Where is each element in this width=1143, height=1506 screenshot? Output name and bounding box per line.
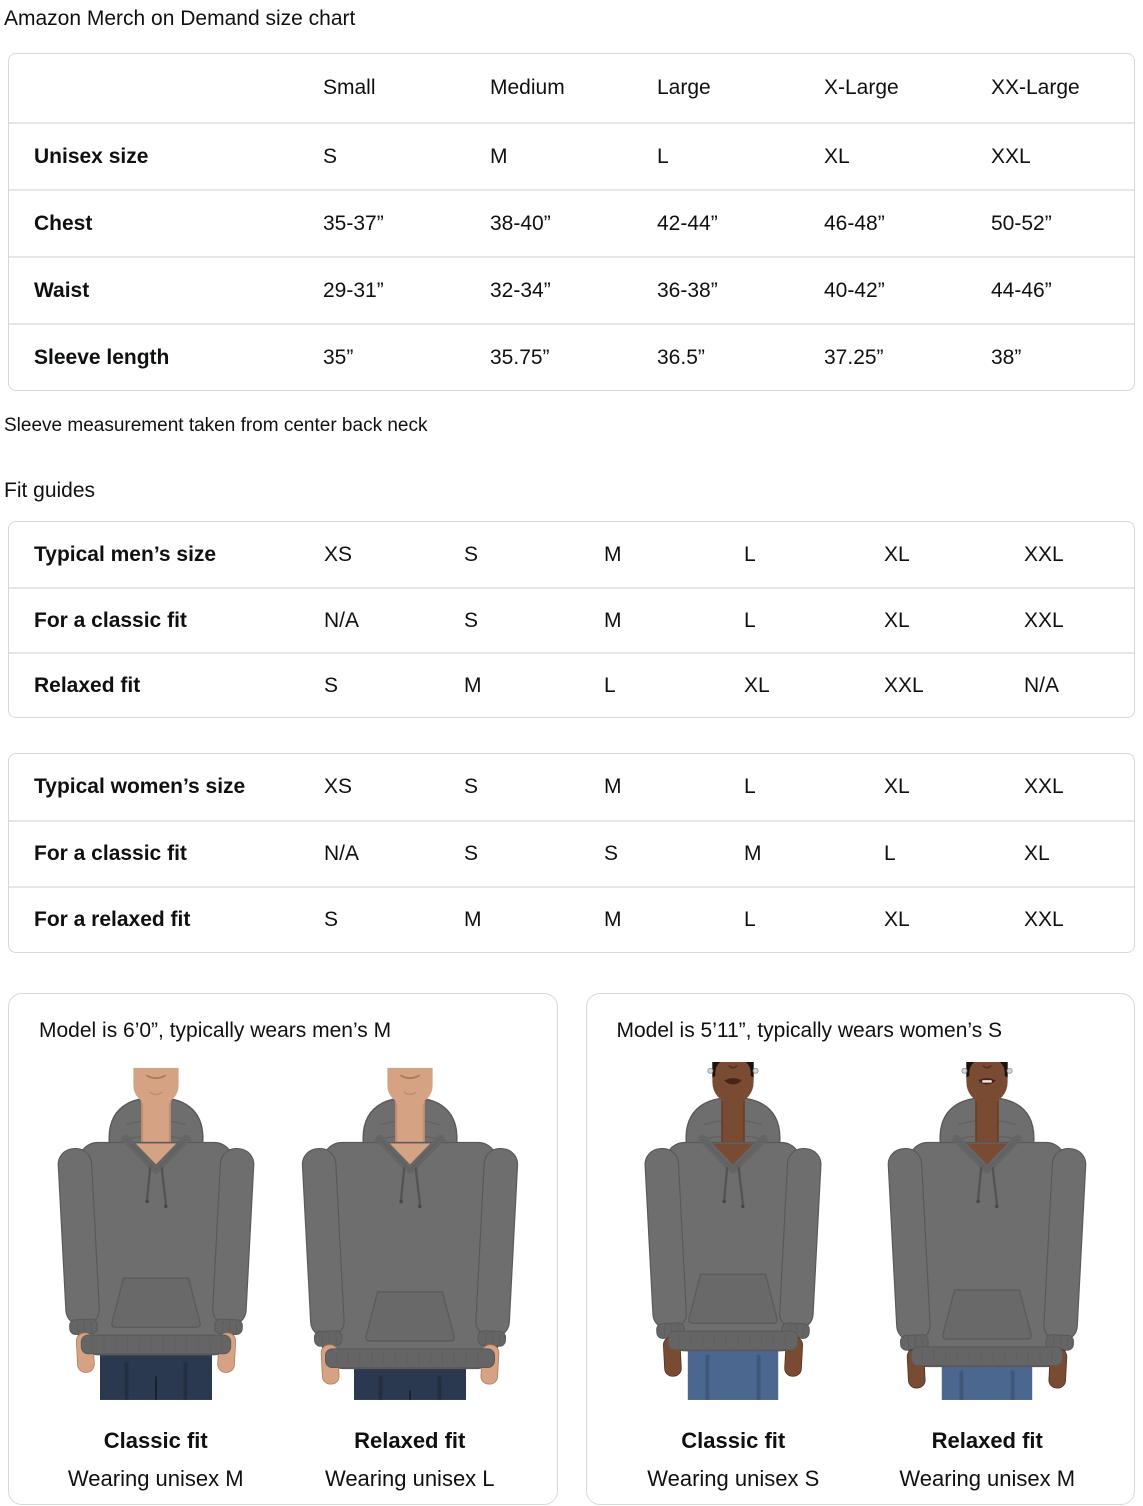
size-cell: S bbox=[464, 842, 479, 866]
wearing-label: Wearing unisex S bbox=[647, 1465, 820, 1491]
size-cell: 35” bbox=[323, 345, 354, 369]
row-label: Typical women’s size bbox=[34, 775, 246, 799]
column-header-xx-large: XX-Large bbox=[991, 76, 1080, 100]
size-cell: L bbox=[657, 144, 669, 168]
size-cell: L bbox=[884, 842, 896, 866]
fit-guide-women-table bbox=[8, 753, 1135, 953]
table-row-relaxed-fit-women bbox=[9, 886, 1134, 952]
table-row-sleeve-length bbox=[9, 323, 1134, 390]
size-cell: XXL bbox=[1024, 608, 1064, 632]
fit-guide-men-table bbox=[8, 521, 1135, 718]
table-row-classic-fit-women bbox=[9, 820, 1134, 886]
size-cell: S bbox=[604, 842, 619, 866]
size-cell: L bbox=[744, 775, 756, 799]
size-cell: L bbox=[744, 542, 756, 566]
size-cell: M bbox=[744, 842, 762, 866]
size-cell: 35.75” bbox=[490, 345, 550, 369]
size-cell: M bbox=[604, 542, 622, 566]
row-label: Chest bbox=[34, 211, 93, 235]
size-cell: 32-34” bbox=[490, 278, 551, 302]
model-card-men bbox=[8, 993, 558, 1505]
table-row-waist bbox=[9, 256, 1134, 323]
size-cell: M bbox=[464, 673, 482, 697]
model-photo-man-classic bbox=[43, 1053, 269, 1403]
size-cell: XL bbox=[884, 608, 910, 632]
fit-label: Classic fit bbox=[681, 1428, 786, 1454]
row-label: For a classic fit bbox=[34, 608, 187, 632]
size-cell: M bbox=[490, 144, 508, 168]
column-header-small: Small bbox=[323, 76, 376, 100]
size-cell: 38” bbox=[991, 345, 1022, 369]
size-cell: L bbox=[744, 908, 756, 932]
size-cell: M bbox=[604, 608, 622, 632]
figure-classic-fit bbox=[36, 1053, 276, 1490]
size-cell: 44-46” bbox=[991, 278, 1052, 302]
size-cell: S bbox=[324, 908, 339, 932]
table-row-relaxed-fit-men bbox=[9, 652, 1134, 717]
size-cell: S bbox=[464, 608, 479, 632]
size-cell: S bbox=[323, 144, 338, 168]
size-cell: N/A bbox=[324, 608, 360, 632]
model-cards bbox=[8, 993, 1135, 1505]
wearing-label: Wearing unisex M bbox=[899, 1465, 1076, 1491]
size-cell: XL bbox=[744, 673, 770, 697]
size-cell: 29-31” bbox=[323, 278, 384, 302]
row-label: Waist bbox=[34, 278, 90, 302]
size-cell: N/A bbox=[1024, 673, 1060, 697]
fit-guides-heading: Fit guides bbox=[4, 479, 96, 503]
column-header-large: Large bbox=[657, 76, 711, 100]
model-card-heading: Model is 6’0”, typically wears men’s M bbox=[39, 1019, 392, 1043]
size-cell: XXL bbox=[884, 673, 924, 697]
size-cell: 36.5” bbox=[657, 345, 705, 369]
model-figures bbox=[25, 1053, 541, 1490]
row-label: Sleeve length bbox=[34, 345, 170, 369]
size-cell: M bbox=[604, 908, 622, 932]
size-cell: S bbox=[464, 542, 479, 566]
figure-relaxed-fit bbox=[290, 1053, 530, 1490]
size-cell: XXL bbox=[991, 144, 1031, 168]
size-chart-header-row bbox=[9, 54, 1134, 122]
figure-classic-fit bbox=[613, 1053, 853, 1490]
figure-relaxed-fit bbox=[867, 1053, 1107, 1490]
size-cell: XS bbox=[324, 542, 353, 566]
size-cell: 35-37” bbox=[323, 211, 384, 235]
size-cell: 46-48” bbox=[824, 211, 885, 235]
size-cell: 38-40” bbox=[490, 211, 551, 235]
table-row-chest bbox=[9, 189, 1134, 256]
page-title: Amazon Merch on Demand size chart bbox=[4, 7, 356, 30]
size-cell: XL bbox=[884, 542, 910, 566]
table-row-typical-womens-size bbox=[9, 754, 1134, 820]
model-card-women bbox=[586, 993, 1136, 1505]
size-cell: M bbox=[604, 775, 622, 799]
size-cell: XXL bbox=[1024, 775, 1064, 799]
size-cell: L bbox=[744, 608, 756, 632]
size-cell: L bbox=[604, 673, 616, 697]
size-cell: N/A bbox=[324, 842, 360, 866]
column-header-x-large: X-Large bbox=[824, 76, 899, 100]
size-cell: 37.25” bbox=[824, 345, 884, 369]
size-cell: 40-42” bbox=[824, 278, 885, 302]
size-cell: S bbox=[324, 673, 339, 697]
row-label: For a classic fit bbox=[34, 842, 187, 866]
size-cell: 50-52” bbox=[991, 211, 1052, 235]
fit-label: Classic fit bbox=[103, 1428, 208, 1454]
column-header-medium: Medium bbox=[490, 76, 565, 100]
size-cell: XL bbox=[884, 775, 910, 799]
size-cell: XL bbox=[884, 908, 910, 932]
wearing-label: Wearing unisex L bbox=[324, 1465, 495, 1491]
size-chart-page bbox=[0, 6, 1143, 1505]
size-cell: XXL bbox=[1024, 908, 1064, 932]
size-cell: 42-44” bbox=[657, 211, 718, 235]
row-label: Typical men’s size bbox=[34, 542, 217, 566]
size-cell: S bbox=[464, 775, 479, 799]
size-cell: XS bbox=[324, 775, 353, 799]
size-cell: XL bbox=[1024, 842, 1050, 866]
table-row-unisex-size bbox=[9, 122, 1134, 189]
wearing-label: Wearing unisex M bbox=[67, 1465, 244, 1491]
fit-label: Relaxed fit bbox=[931, 1428, 1043, 1454]
size-cell: XXL bbox=[1024, 542, 1064, 566]
row-label: Unisex size bbox=[34, 144, 149, 168]
model-figures bbox=[603, 1053, 1119, 1490]
model-photo-woman-classic bbox=[620, 1053, 846, 1403]
model-photo-woman-relaxed bbox=[874, 1053, 1100, 1403]
size-cell: M bbox=[464, 908, 482, 932]
row-label: For a relaxed fit bbox=[34, 908, 191, 932]
row-label: Relaxed fit bbox=[34, 673, 141, 697]
model-photo-man-relaxed bbox=[297, 1053, 523, 1403]
fit-label: Relaxed fit bbox=[354, 1428, 466, 1454]
size-cell: 36-38” bbox=[657, 278, 718, 302]
size-cell: XL bbox=[824, 144, 850, 168]
table-row-typical-mens-size bbox=[9, 522, 1134, 587]
model-card-heading: Model is 5’11”, typically wears women’s S bbox=[616, 1019, 1003, 1043]
table-row-classic-fit-men bbox=[9, 587, 1134, 652]
size-chart-table bbox=[8, 53, 1135, 391]
sleeve-measurement-note: Sleeve measurement taken from center back neck bbox=[4, 415, 428, 437]
